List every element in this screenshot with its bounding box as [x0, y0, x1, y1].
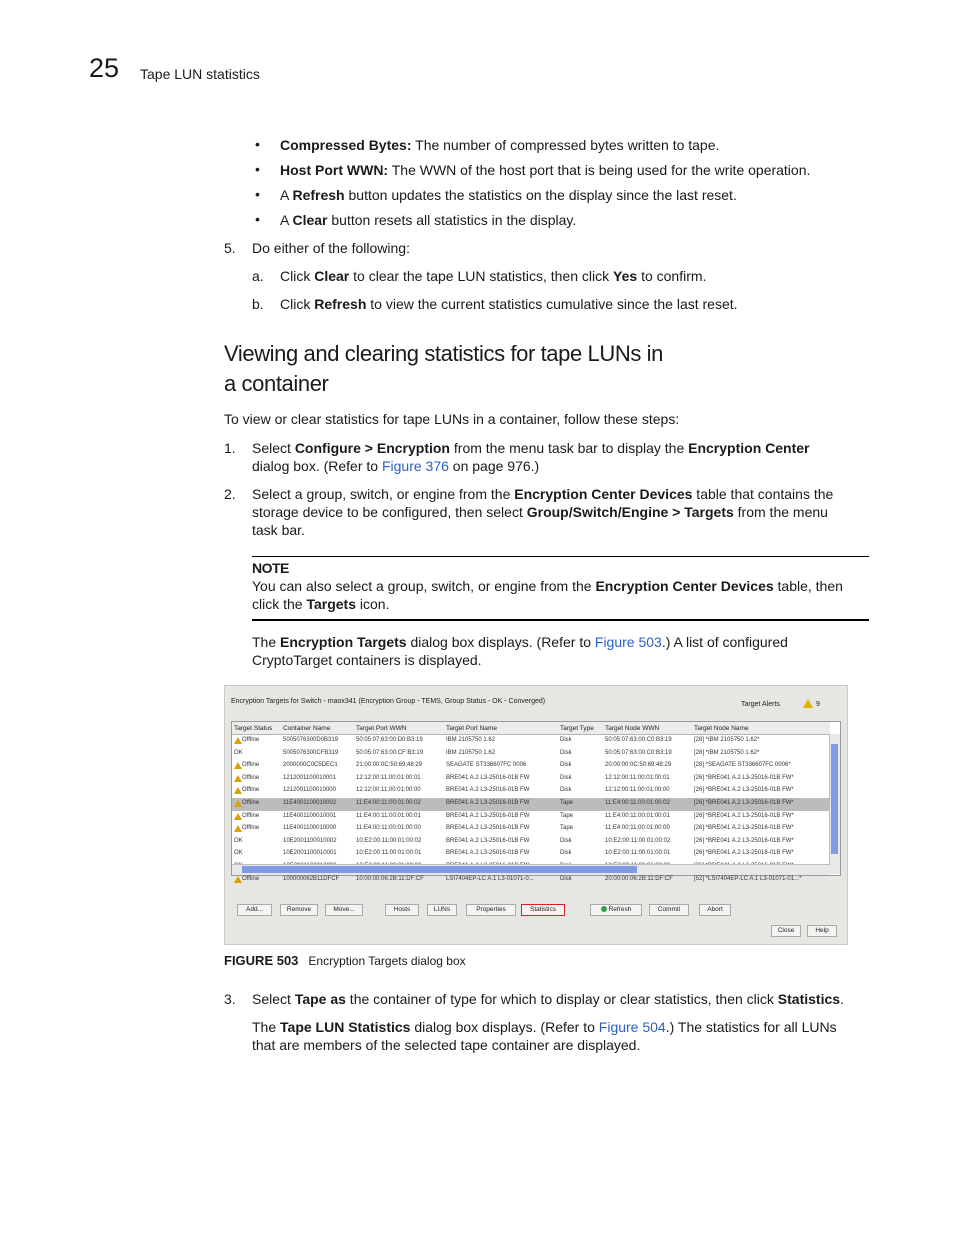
- bullet-item: A Clear button resets all statistics in the display.: [280, 212, 577, 228]
- chapter-title: Tape LUN statistics: [140, 66, 260, 82]
- warning-icon: [234, 762, 242, 769]
- step-text: Select Configure > Encryption from the menu task bar to display the Encryption Center dialog box. (Refer to Figure 376 on page 976.): [252, 440, 810, 474]
- column-header[interactable]: Target Type: [560, 725, 594, 732]
- bullet-marker: •: [255, 186, 260, 202]
- table-cell: [26] *BRE041 A.2 L3-25016-01B FW*: [694, 800, 794, 806]
- table-cell: 11:E4:00:11:00:01:00:01: [605, 812, 670, 819]
- bullet-item: Host Port WWN: The WWN of the host port that is being used for the write operation.: [280, 162, 811, 178]
- section-heading: Viewing and clearing statistics for tape LUNs in a container: [224, 341, 663, 396]
- table-cell: 11:E4:00:11:00:01:00:00: [605, 825, 670, 832]
- column-header[interactable]: Target Node Name: [694, 725, 749, 732]
- table-cell: 10E2001100010001: [283, 850, 337, 857]
- step-number: 2.: [224, 486, 236, 502]
- table-cell: Offline: [242, 762, 260, 769]
- button-label: Commit: [657, 906, 681, 913]
- hosts-button[interactable]: [385, 904, 419, 916]
- horizontal-scrollbar[interactable]: [232, 864, 830, 875]
- button-label: Properties: [476, 906, 506, 913]
- table-cell: [28] *IBM 2105750 1.62*: [694, 749, 760, 756]
- vertical-scrollbar[interactable]: [829, 734, 840, 874]
- table-cell: [26] *BRE041 A.2 L3-25016-01B FW*: [694, 787, 794, 794]
- table-cell: Disk: [560, 850, 572, 857]
- abort-button[interactable]: [699, 904, 731, 916]
- table-row[interactable]: [232, 760, 830, 773]
- step-number: 1.: [224, 440, 236, 456]
- warning-icon: [234, 787, 242, 794]
- table-cell: [26] *BRE041 A.2 L3-25016-01B FW*: [694, 825, 794, 832]
- button-label: Remove: [286, 906, 312, 913]
- table-cell: BRE041 A.2 L3-25016-01B FW: [446, 825, 530, 832]
- properties-button[interactable]: [466, 904, 516, 916]
- table-cell: Disk: [560, 749, 572, 756]
- close-button[interactable]: Close: [771, 925, 801, 937]
- target-alerts-label[interactable]: Target Alerts: [741, 701, 780, 708]
- table-cell: 50:05:07:63:00:C0:B3:19: [605, 749, 672, 756]
- warning-icon: [234, 825, 242, 832]
- table-cell: 5005076300CFB319: [283, 749, 339, 756]
- move-button[interactable]: [325, 904, 363, 916]
- note-text: You can also select a group, switch, or engine from the Encryption Center Devices table, then click the Targets icon.: [252, 578, 843, 612]
- table-cell: BRE041 A.2 L3-25016-01B FW: [446, 774, 530, 781]
- alerts-count: 9: [816, 701, 820, 708]
- table-row[interactable]: [232, 874, 830, 887]
- luns-button[interactable]: [427, 904, 457, 916]
- table-cell: 20:00:00:0C:50:69:48:29: [605, 762, 672, 769]
- table-cell: 11:E4:00:11:00:01:00:02: [605, 800, 670, 806]
- table-cell: 12:12:00:11:00:01:00:01: [605, 774, 670, 781]
- table-cell: Disk: [560, 737, 572, 743]
- table-row[interactable]: [232, 735, 830, 748]
- table-cell: 11E4001100010002: [283, 800, 337, 806]
- bullet-marker: •: [255, 136, 260, 152]
- table-cell: LSI7404EP-LC A.1 L3-01071-0...: [446, 875, 534, 882]
- bullet-marker: •: [255, 161, 260, 177]
- table-cell: 11:E4:00:11:00:01:00:02: [356, 800, 421, 806]
- substep-label: b.: [252, 296, 264, 312]
- warning-icon: [234, 775, 242, 782]
- table-cell: Disk: [560, 837, 572, 844]
- table-cell: Disk: [560, 774, 572, 781]
- table-cell: OK: [234, 749, 243, 756]
- button-label: LUNs: [433, 906, 451, 913]
- table-cell: Offline: [242, 812, 260, 819]
- button-label: Refresh: [608, 906, 632, 913]
- dialog-title: Encryption Targets for Switch - maox341 (Encryption Group - TEMS, Group Status - OK - Converged): [231, 698, 546, 705]
- table-cell: 11E4001100010000: [283, 825, 337, 832]
- note-label: NOTE: [252, 560, 289, 576]
- note-bottom-rule: [252, 619, 869, 621]
- table-cell: 12:12:00:11:00:01:00:01: [356, 774, 421, 781]
- column-header[interactable]: Target Status: [234, 725, 273, 732]
- table-cell: [28] *IBM 2105750 1.62*: [694, 737, 760, 743]
- table-cell: Offline: [242, 825, 260, 832]
- help-button[interactable]: Help: [807, 925, 837, 937]
- encryption-targets-dialog: [224, 685, 848, 945]
- scroll-thumb[interactable]: [242, 866, 637, 873]
- table-row[interactable]: [232, 748, 830, 761]
- table-cell: SEAGATE ST336607FC 0006: [446, 762, 527, 769]
- step-text: Do either of the following:: [252, 240, 410, 256]
- substep-text: Click Clear to clear the tape LUN statistics, then click Yes to confirm.: [280, 268, 707, 284]
- button-label: Move...: [333, 906, 355, 913]
- table-cell: Disk: [560, 762, 572, 769]
- step-text: Select a group, switch, or engine from the Encryption Center Devices table that contains the storage device to be configured, then select Group/Switch/Engine > Targets from the menu task bar.: [252, 486, 834, 538]
- commit-button[interactable]: [649, 904, 689, 916]
- table-row[interactable]: [232, 836, 830, 849]
- table-cell: 1212001100010000: [283, 787, 336, 794]
- table-cell: Tape: [560, 812, 574, 819]
- figure-caption: FIGURE 503 Encryption Targets dialog box: [224, 953, 466, 968]
- add-button[interactable]: [237, 904, 272, 916]
- column-header[interactable]: Target Node WWN: [605, 725, 660, 732]
- warning-icon: [234, 737, 242, 744]
- column-header[interactable]: Target Port WWN: [356, 725, 407, 732]
- warning-icon: [803, 699, 813, 708]
- figure-link[interactable]: Figure 504: [598, 1019, 666, 1035]
- substep-label: a.: [252, 268, 264, 284]
- targets-table: [231, 721, 841, 882]
- tape-stats-paragraph: The Tape LUN Statistics dialog box displays. (Refer to Figure 504.) The statistics for all LUNs that are members of the selected tape container are displayed.: [252, 1019, 837, 1053]
- bullet-item: Compressed Bytes: The number of compressed bytes written to tape.: [280, 137, 720, 153]
- table-cell: 2000000C0C5DEC1: [283, 762, 338, 769]
- table-cell: 10:E2:00:11:00:01:00:01: [356, 850, 422, 857]
- scroll-thumb[interactable]: [831, 744, 838, 854]
- table-cell: 10:E2:00:11:00:01:00:02: [605, 837, 671, 844]
- button-label: Abort: [707, 906, 723, 913]
- table-cell: 10:00:00:06:2B:11:DF:CF: [356, 875, 424, 882]
- column-header[interactable]: Container Name: [283, 725, 331, 732]
- button-label: Add...: [246, 906, 263, 913]
- substep-text: Click Refresh to view the current statistics cumulative since the last reset.: [280, 296, 738, 312]
- table-cell: 100000062B11DFCF: [283, 875, 340, 882]
- table-cell: 11E4001100010001: [283, 812, 337, 819]
- table-cell: Tape: [560, 825, 574, 832]
- table-cell: BRE041 A.2 L3-25016-01B FW: [446, 850, 530, 857]
- statistics-button[interactable]: [521, 904, 565, 916]
- table-row[interactable]: [232, 823, 830, 836]
- table-cell: [26] *BRE041 A.2 L3-25016-01B FW*: [694, 837, 794, 844]
- table-cell: 21:00:00:0C:50:69:48:29: [356, 762, 423, 769]
- bullet-item: A Refresh button updates the statistics on the display since the last reset.: [280, 187, 737, 203]
- warning-icon: [234, 800, 242, 807]
- step-number: 5.: [224, 240, 236, 256]
- table-cell: Disk: [560, 787, 572, 794]
- bullet-marker: •: [255, 211, 260, 227]
- table-cell: [26] *BRE041 A.2 L3-25016-01B FW*: [694, 812, 794, 819]
- table-row[interactable]: [232, 811, 830, 824]
- table-cell: Disk: [560, 875, 572, 882]
- table-cell: 20:00:00:06:2B:11:DF:CF: [605, 875, 673, 882]
- column-header[interactable]: Target Port Name: [446, 725, 497, 732]
- table-cell: 50:05:07:63:00:D0:B3:19: [356, 737, 423, 743]
- table-cell: Offline: [242, 800, 260, 806]
- table-cell: Offline: [242, 737, 260, 743]
- table-header: [232, 722, 830, 735]
- refresh-icon: [601, 906, 607, 912]
- refresh-button[interactable]: [590, 904, 642, 916]
- section-intro: To view or clear statistics for tape LUNs in a container, follow these steps:: [224, 411, 680, 427]
- table-cell: [28] *SEAGATE ST336607FC 0006*: [694, 762, 791, 769]
- table-cell: [26] *BRE041 A.2 L3-25016-01B FW*: [694, 850, 794, 857]
- table-cell: OK: [234, 837, 243, 844]
- table-cell: IBM 2105750 1.62: [446, 737, 496, 743]
- table-cell: BRE041 A.2 L3-25016-01B FW: [446, 787, 530, 794]
- table-cell: BRE041 A.2 L3-25016-01B FW: [446, 812, 530, 819]
- button-label: Hosts: [393, 906, 411, 913]
- table-cell: Offline: [242, 875, 260, 882]
- step-number: 3.: [224, 991, 236, 1007]
- table-cell: 10:E2:00:11:00:01:00:01: [605, 850, 671, 857]
- targets-paragraph: The Encryption Targets dialog box displays. (Refer to Figure 503.) A list of configured CryptoTarget containers is displayed.: [252, 634, 788, 668]
- table-cell: 5005076300D0B319: [283, 737, 339, 743]
- warning-icon: [234, 876, 242, 883]
- table-cell: BRE041 A.2 L3-25016-01B FW: [446, 837, 530, 844]
- note-top-rule: [252, 556, 869, 557]
- table-cell: Tape: [560, 800, 574, 806]
- warning-icon: [234, 813, 242, 820]
- table-cell: Offline: [242, 774, 260, 781]
- table-row[interactable]: [232, 773, 830, 786]
- table-cell: IBM 2105750 1.62: [446, 749, 496, 756]
- table-cell: 12:12:00:11:00:01:00:00: [356, 787, 421, 794]
- table-cell: 12:12:00:11:00:01:00:00: [605, 787, 670, 794]
- table-cell: [26] *BRE041 A.2 L3-25016-01B FW*: [694, 774, 794, 781]
- table-cell: 10:E2:00:11:00:01:00:02: [356, 837, 422, 844]
- figure-link[interactable]: Figure 503: [594, 634, 662, 650]
- table-cell: 10E2001100010002: [283, 837, 337, 844]
- table-cell: 50:05:07:63:00:C0:B3:19: [605, 737, 672, 743]
- table-row[interactable]: [232, 785, 830, 798]
- table-row[interactable]: [232, 848, 830, 861]
- table-row[interactable]: [232, 798, 830, 811]
- chapter-number: 25: [89, 53, 120, 83]
- table-cell: 11:E4:00:11:00:01:00:00: [356, 825, 421, 832]
- remove-button[interactable]: [280, 904, 318, 916]
- table-cell: BRE041 A.2 L3-25016-01B FW: [446, 800, 530, 806]
- step-text: Select Tape as the container of type for which to display or clear statistics, then click Statistics.: [252, 991, 844, 1007]
- table-cell: 11:E4:00:11:00:01:00:01: [356, 812, 421, 819]
- button-label: Statistics: [529, 906, 556, 913]
- table-cell: [52] *LSI7404EP-LC A.1 L3-01071-01...*: [694, 875, 802, 882]
- table-cell: OK: [234, 850, 243, 857]
- figure-link[interactable]: Figure 376: [381, 458, 449, 474]
- table-cell: 1212001100010001: [283, 774, 336, 781]
- table-cell: 50:05:07:63:00:CF:B3:19: [356, 749, 424, 756]
- table-cell: Offline: [242, 787, 260, 794]
